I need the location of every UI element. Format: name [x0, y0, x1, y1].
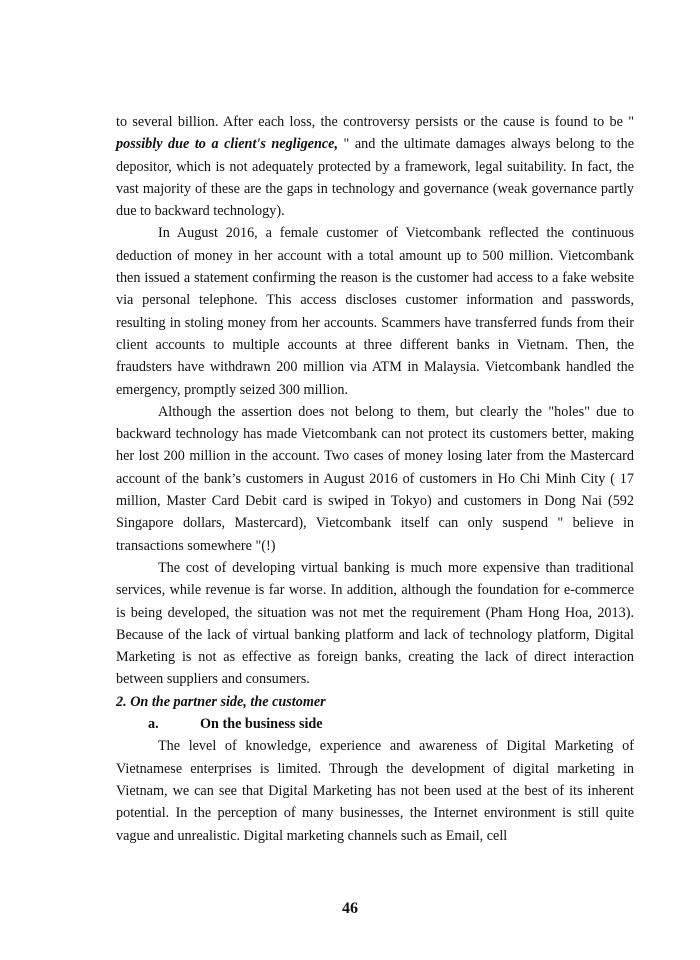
paragraph-1-emphasis: possibly due to a client's negligence, — [116, 136, 338, 153]
page-number: 46 — [342, 900, 358, 917]
document-body — [116, 111, 634, 847]
paragraph-business-side: The level of knowledge, experience and awareness of Digital Marketing of Vietnamese enterprises is limited. Through the development of digital marketing in Vietnam, we can see that Digital Marketing has not been used at the best of its inherent potential. In the perception of many businesses, the Internet environment is still quite vague and unrealistic. Digital marketing channels such as Email, cell — [116, 738, 634, 844]
paragraph-1-text-start: to several billion. After each loss, the controversy persists or the cause is found to be " — [116, 114, 634, 130]
paragraph-vietcombank-incident: In August 2016, a female customer of Vietcombank reflected the continuous deduction of money in her account with a total amount up to 500 million. Vietcombank then issued a statement confirming the reason is the customer had access to a fake website via personal telephone. This access discloses customer information and passwords, resulting in stoling money from her accounts. Scammers have transferred funds from their client accounts to multiple accounts at three different banks in Vietnam. Then, the fraudsters have withdrawn 200 million via ATM in Malaysia. Vietcombank handled the emergency, promptly seized 300 million. — [116, 225, 634, 398]
subsection-heading — [116, 713, 634, 735]
paragraph-1-text-end: " and the ultimate damages always belong to the depositor, which is not adequately protected by a framework, legal suitability. In fact, the vast majority of these are the gaps in technology and governance (weak governance partly due to backward technology). — [116, 136, 634, 220]
paragraph-backward-technology: Although the assertion does not belong to them, but clearly the "holes" due to backward technology has made Vietcombank can not protect its customers better, making her lost 200 million in the account. Two cases of money losing later from the Mastercard account of the bank’s customers in August 2016 of customers in Ho Chi Minh City ( 17 million, Master Card Debit card is swiped in Tokyo) and customers in Dong Nai (592 Singapore dollars, Mastercard), Vietcombank itself can only suspend " believe in transactions somewhere "(!) — [116, 403, 634, 554]
subsection-letter: a. — [148, 716, 159, 733]
paragraph-loss-controversy — [116, 111, 634, 222]
paragraph-virtual-banking-cost: The cost of developing virtual banking is much more expensive than traditional services, while revenue is far worse. In addition, although the foundation for e-commerce is being developed, the situation was not met the requirement (Pham Hong Hoa, 2013). Because of the lack of virtual banking platform and lack of technology platform, Digital Marketing is not as effective as foreign banks, creating the lack of direct interaction between suppliers and consumers. — [116, 559, 634, 688]
section-heading: 2. On the partner side, the customer — [116, 693, 326, 710]
subsection-title: On the business side — [200, 716, 323, 733]
